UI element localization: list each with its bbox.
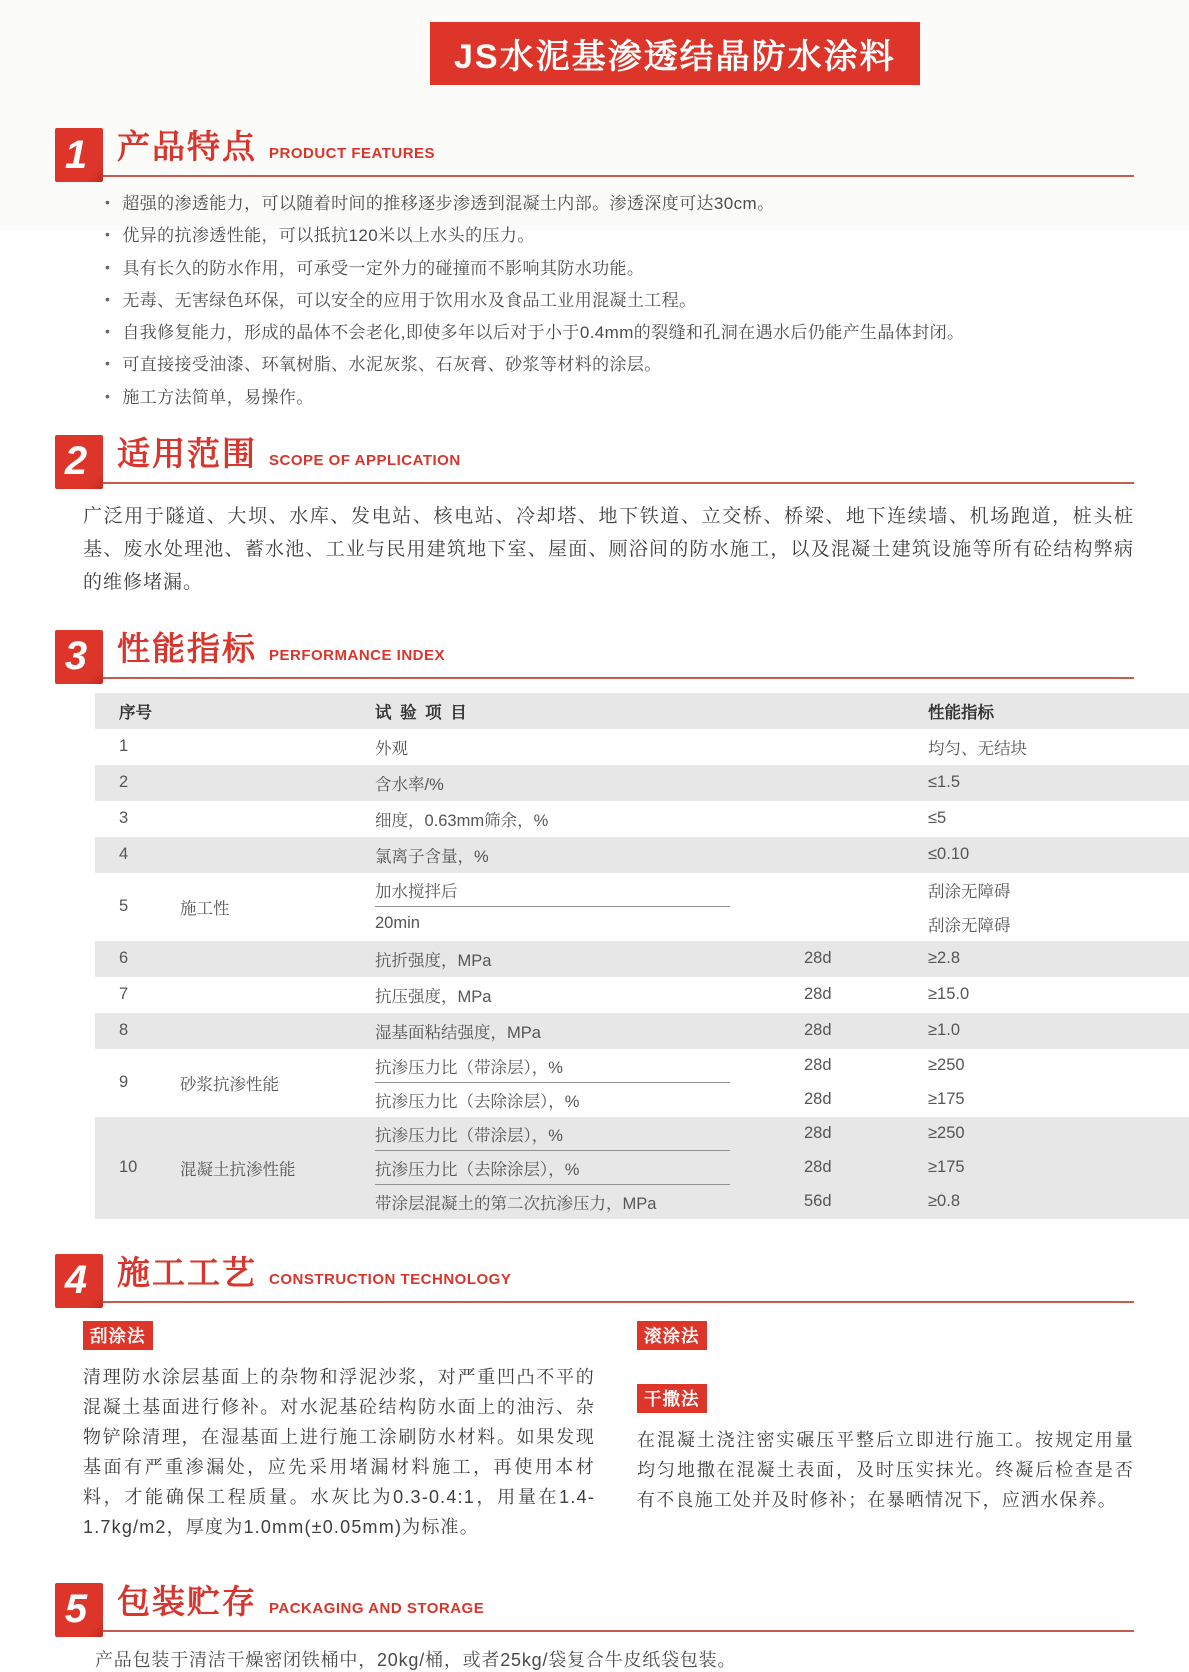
row-number: 8 [119,1021,129,1040]
row-category: 混凝土抗渗性能 [180,1160,296,1179]
test-item-name: 含水率/% [375,775,444,794]
row-category: 砂浆抗渗性能 [180,1075,279,1094]
feature-bullet: • 自我修复能力，形成的晶体不会老化,即使多年以后对于小于0.4mm的裂缝和孔洞在遇水后仍能产生晶体封闭。 [105,322,1134,343]
section-performance-index [55,623,1134,1219]
row-items [375,1117,1189,1219]
test-item-name: 抗渗压力比（带涂层），% [375,1050,780,1082]
section-subtitle-en: CONSTRUCTION TECHNOLOGY [269,1270,512,1288]
section-title: 施工工艺 [117,1253,257,1291]
dry-scatter-method-text: 在混凝土浇注密实碾压平整后立即进行施工。按规定用量均匀地撒在混凝土表面，及时压实抹光。终凝后检查是否有不良施工处并及时修补；在暴晒情况下，应洒水保养。 [637,1429,1134,1510]
section-subtitle-en: PRODUCT FEATURES [269,145,436,162]
feature-bullet: • 可直接接受油漆、环氧树脂、水泥灰浆、石灰膏、砂浆等材料的涂层。 [105,354,1134,375]
row-items [375,837,1189,873]
table-header-index: 性能指标 [928,703,994,722]
table-row [95,977,1189,1013]
row-sub-item [375,838,1189,872]
row-items [375,765,1189,801]
test-item-name: 抗压强度，MPa [375,987,492,1006]
performance-value: ≥250 [928,1124,965,1143]
section-title-wrap [103,121,1134,177]
table-row [95,1117,1189,1219]
section-header [55,1576,1134,1632]
section-title: 产品特点 [117,128,257,165]
test-age: 28d [804,949,832,968]
row-items [375,1013,1189,1049]
row-category: 施工性 [180,899,230,918]
performance-value: ≤0.10 [928,845,970,864]
features-bullet-list [105,193,1134,408]
test-age: 28d [804,1056,832,1075]
test-item-name: 抗折强度，MPa [375,951,492,970]
feature-bullet: • 超强的渗透能力，可以随着时间的推移逐步渗透到混凝土内部。渗透深度可达30cm。 [105,193,1134,214]
table-header-row [95,693,1189,729]
performance-value: 均匀、无结块 [928,739,1027,758]
row-category [180,941,375,977]
row-items [375,873,1189,941]
row-number: 4 [119,845,129,864]
section-number-badge: 5 [55,1583,103,1637]
page-title: JS水泥基渗透结晶防水涂料 [430,22,920,85]
row-number: 10 [119,1158,138,1177]
section-number-badge: 2 [55,435,103,489]
row-category [180,729,375,765]
section-construction-technology [55,1247,1134,1542]
row-number: 6 [119,949,129,968]
performance-table [95,693,1189,1219]
performance-value: 刮涂无障碍 [928,882,1011,901]
test-age: 28d [804,1021,832,1040]
section-title: 性能指标 [117,629,257,667]
test-item-name: 氯离子含量，% [375,847,489,866]
section-number-badge: 1 [55,128,103,182]
packaging-paragraph: 产品包装于清洁干燥密闭铁桶中，20kg/桶，或者25kg/袋复合牛皮纸袋包装。 [95,1649,737,1670]
section-number-badge: 4 [55,1254,103,1308]
performance-value: ≤1.5 [928,773,960,792]
feature-bullet: • 无毒、无害绿色环保，可以安全的应用于饮用水及食品工业用混凝土工程。 [105,290,1134,311]
spacer [637,1350,1134,1384]
section-title-wrap [103,623,1134,679]
table-header-no: 序号 [119,703,152,722]
table-row [95,765,1189,801]
test-item-name: 加水搅拌后 [375,874,780,906]
row-items [375,977,1189,1013]
table-header-test-item: 试 验 项 目 [375,703,469,722]
roll-and-dry-scatter-block [637,1321,1134,1542]
section-number-badge: 3 [55,630,103,684]
row-number: 2 [119,773,129,792]
row-sub-item [375,1083,1189,1117]
section-packaging-and-storage [55,1576,1134,1672]
section-header [55,428,1134,484]
row-number: 3 [119,809,129,828]
section-title-wrap [103,428,1134,484]
feature-bullet: • 施工方法简单，易操作。 [105,387,1134,408]
performance-value: ≥175 [928,1090,965,1109]
table-row [95,801,1189,837]
test-item-name: 湿基面粘结强度，MPa [375,1023,541,1042]
section-subtitle-en: SCOPE OF APPLICATION [269,451,461,469]
test-item-name: 细度，0.63mm筛余，% [375,811,549,830]
section-header [55,623,1134,679]
section-subtitle-en: PERFORMANCE INDEX [269,646,446,664]
row-category [180,801,375,837]
section-title-wrap [103,1247,1134,1303]
performance-value: ≥175 [928,1158,965,1177]
table-row [95,837,1189,873]
section-product-features [55,121,1134,408]
row-category [180,765,375,801]
construction-columns [55,1321,1134,1542]
table-row [95,941,1189,977]
row-items [375,801,1189,837]
row-items [375,1049,1189,1117]
row-sub-item [375,1185,1189,1219]
performance-value: ≥0.8 [928,1192,960,1211]
row-category [180,837,375,873]
performance-value: ≤5 [928,809,947,828]
test-age: 28d [804,1158,832,1177]
section-header [55,121,1134,177]
feature-bullet: • 优异的抗渗透性能，可以抵抗120米以上水头的压力。 [105,225,1134,246]
row-sub-item [375,730,1189,764]
performance-value: ≥2.8 [928,949,960,968]
test-item-name: 带涂层混凝土的第二次抗渗压力，MPa [375,1194,657,1213]
row-number: 1 [119,737,129,756]
section-title: 适用范围 [117,434,257,472]
test-item-name: 外观 [375,739,408,758]
row-sub-item [375,873,1189,907]
section-title-wrap [103,1576,1134,1632]
section-subtitle-en: PACKAGING AND STORAGE [269,1599,485,1617]
row-items [375,941,1189,977]
test-item-name: 抗渗压力比（带涂层），% [375,1118,780,1150]
test-item-name: 20min [375,914,420,933]
scrape-coating-method-badge: 刮涂法 [83,1321,153,1350]
scope-paragraph: 广泛用于隧道、大坝、水库、发电站、核电站、冷却塔、地下铁道、立交桥、桥梁、地下连续墙、机场跑道，桩头桩基、废水处理池、蓄水池、工业与民用建筑地下室、屋面、厕浴间的防水施工，以及混凝土建筑设施等所有砼结构弊病的维修堵漏。 [83,505,1134,593]
test-item-name: 抗渗压力比（去除涂层），% [375,1092,580,1111]
table-row [95,729,1189,765]
roll-coating-method-badge: 滚涂法 [637,1321,707,1350]
performance-value: ≥250 [928,1056,965,1075]
row-sub-item [375,978,1189,1012]
row-sub-item [375,1049,1189,1083]
row-sub-item [375,942,1189,976]
table-row [95,1013,1189,1049]
test-age: 56d [804,1192,832,1211]
performance-value: 刮涂无障碍 [928,916,1011,935]
performance-value: ≥1.0 [928,1021,960,1040]
scrape-coating-method-text: 清理防水涂层基面上的杂物和浮泥沙浆，对严重凹凸不平的混凝土基面进行修补。对水泥基砼结构防水面上的油污、杂物铲除清理，在湿基面上进行施工涂刷防水材料。如果发现基面有严重渗漏处，应先采用堵漏材料施工，再使用本材料，才能确保工程质量。水灰比为0.3-0.4:1，用量在1.4-1.7kg/m2，厚度为1.0mm(±0.05mm)为标准。 [83,1366,595,1537]
performance-value: ≥15.0 [928,985,970,1004]
table-row [95,1049,1189,1117]
row-category [180,1013,375,1049]
test-age: 28d [804,1090,832,1109]
row-sub-item [375,766,1189,800]
scrape-coating-method-block [83,1321,595,1542]
row-items [375,729,1189,765]
section-scope-of-application [55,428,1134,599]
feature-bullet: • 具有长久的防水作用，可承受一定外力的碰撞而不影响其防水功能。 [105,258,1134,279]
row-sub-item [375,802,1189,836]
table-row [95,873,1189,941]
row-number: 7 [119,985,129,1004]
row-sub-item [375,1117,1189,1151]
row-sub-item [375,1151,1189,1185]
row-number: 5 [119,897,129,916]
row-sub-item [375,907,1189,941]
test-age: 28d [804,985,832,1004]
dry-scatter-method-badge: 干撒法 [637,1384,707,1413]
test-age: 28d [804,1124,832,1143]
section-title: 包装贮存 [117,1582,257,1620]
row-number: 9 [119,1073,129,1092]
section-header [55,1247,1134,1303]
table-header-category [180,693,375,729]
test-item-name: 抗渗压力比（去除涂层），% [375,1152,780,1184]
row-category [180,977,375,1013]
row-sub-item [375,1014,1189,1048]
